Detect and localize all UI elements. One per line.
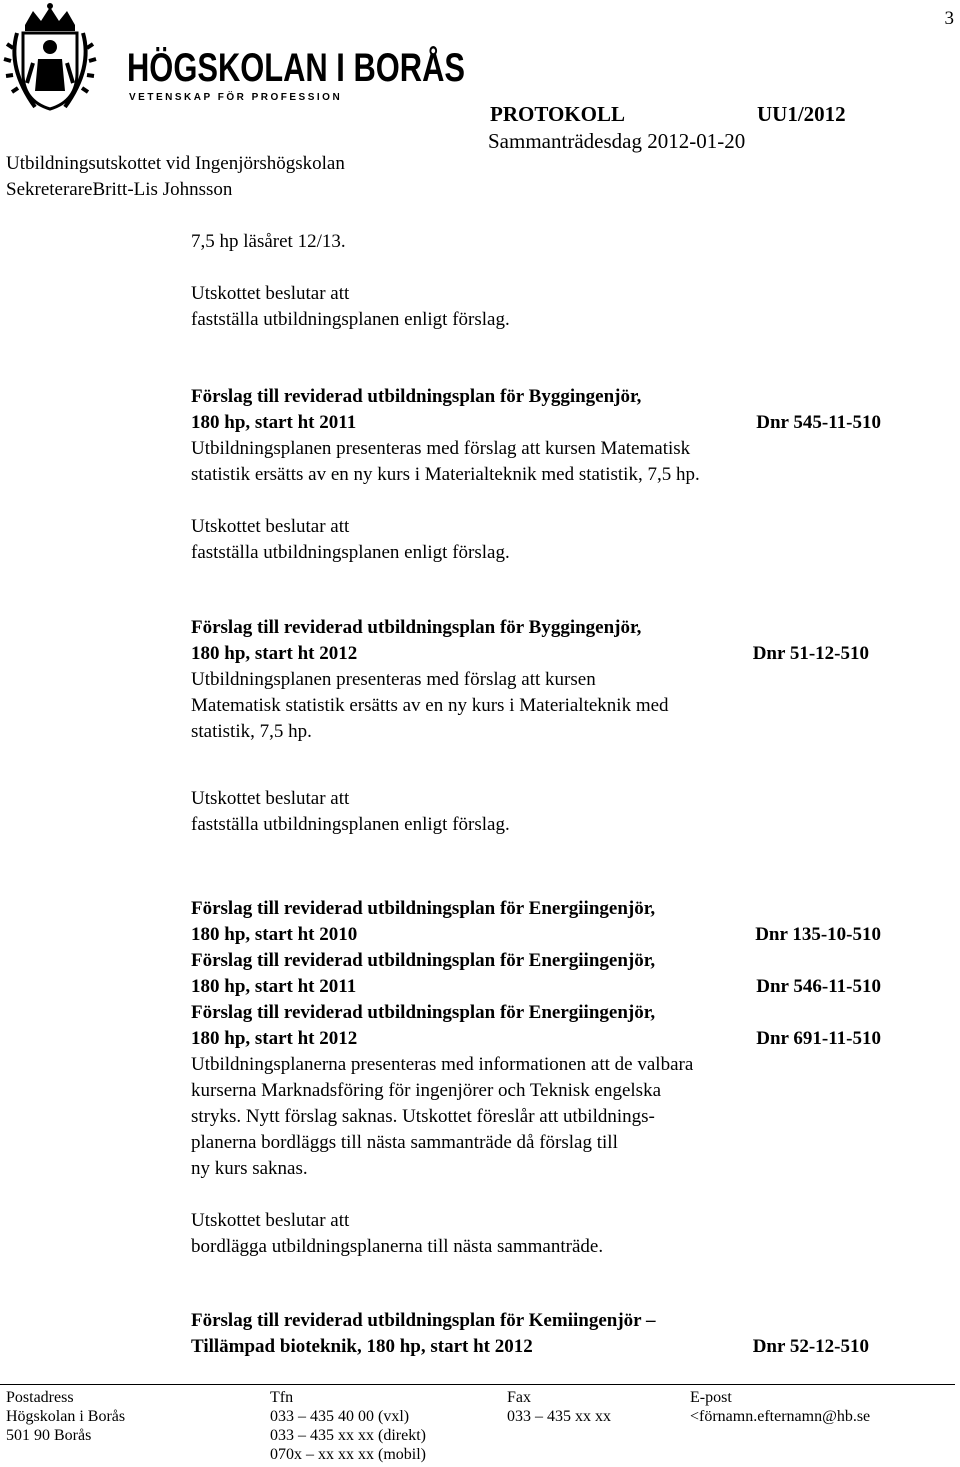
decision-lead: Utskottet beslutar att (191, 1210, 350, 1231)
body-line: Utbildningsplanerna presenteras med informationen att de valbara (191, 1054, 694, 1075)
footer-heading: E-post (690, 1389, 732, 1406)
footer-line: <förnamn.efternamn@hb.se (690, 1408, 871, 1425)
committee-name: Utbildningsutskottet vid Ingenjörshögskolan (6, 153, 345, 174)
section-title: Förslag till reviderad utbildningsplan för Byggingenjör, (191, 386, 642, 407)
decision-lead: Utskottet beslutar att (191, 283, 350, 304)
dnr: Dnr 545-11-510 (756, 412, 881, 433)
section-energi (191, 896, 881, 1260)
section-title: Förslag till reviderad utbildningsplan för Energiingenjör, (191, 1002, 656, 1023)
decision-text: fastställa utbildningsplanen enligt förslag. (191, 309, 510, 330)
dnr: Dnr 51-12-510 (752, 643, 869, 664)
doc-type: PROTOKOLL (490, 102, 625, 126)
footer-line: 033 – 435 xx xx (direkt) (270, 1427, 426, 1444)
decision-lead: Utskottet beslutar att (191, 788, 350, 809)
body-line: ny kurs saknas. (191, 1158, 308, 1179)
section-subtitle: 180 hp, start ht 2011 (191, 412, 357, 433)
logo-tagline: VETENSKAP FÖR PROFESSION (129, 92, 343, 103)
dnr: Dnr 135-10-510 (755, 924, 881, 945)
crest-icon (4, 3, 96, 109)
section-subtitle: 180 hp, start ht 2011 (191, 976, 357, 997)
section-subtitle: 180 hp, start ht 2012 (191, 1028, 358, 1049)
decision-text: fastställa utbildningsplanen enligt förslag. (191, 542, 510, 563)
footer-line: 033 – 435 40 00 (vxl) (270, 1408, 410, 1425)
section-subtitle: 180 hp, start ht 2010 (191, 924, 358, 945)
secretary-name: SekreterareBritt-Lis Johnsson (6, 179, 233, 200)
body-line: Matematisk statistik ersätts av en ny kurs i Materialteknik med (191, 695, 669, 716)
body-line: statistik, 7,5 hp. (191, 721, 312, 742)
logo-name: HÖGSKOLAN I BORÅS (127, 46, 565, 90)
section-kemi (191, 1308, 869, 1360)
page-number: 3 (944, 8, 954, 29)
footer-phone (270, 1388, 426, 1464)
body-line: stryks. Nytt förslag saknas. Utskottet föreslår att utbildnings- (191, 1106, 655, 1127)
section-subtitle: Tillämpad bioteknik, 180 hp, start ht 2012 (191, 1336, 533, 1357)
footer-email (690, 1388, 870, 1426)
section-title: Förslag till reviderad utbildningsplan för Energiingenjör, (191, 898, 656, 919)
footer-postal (6, 1388, 125, 1445)
body-line: kurserna Marknadsföring för ingenjörer och Teknisk engelska (191, 1080, 662, 1101)
body-line: planerna bordläggs till nästa sammanträde då förslag till (191, 1132, 618, 1153)
university-logo (5, 3, 565, 113)
body-line: Utbildningsplanen presenteras med förslag att kursen Matematisk (191, 438, 691, 459)
footer-line: 033 – 435 xx xx (507, 1408, 611, 1425)
footer-divider (0, 1384, 955, 1385)
dnr: Dnr 546-11-510 (756, 976, 881, 997)
section-subtitle: 180 hp, start ht 2012 (191, 643, 358, 664)
section-title: Förslag till reviderad utbildningsplan för Byggingenjör, (191, 617, 642, 638)
footer-fax (507, 1388, 611, 1426)
section-bygg-2011 (191, 384, 881, 566)
footer-heading: Fax (507, 1389, 531, 1406)
decision-text: bordlägga utbildningsplanerna till nästa sammanträde. (191, 1236, 604, 1257)
footer-heading: Postadress (6, 1389, 74, 1406)
section-title: Förslag till reviderad utbildningsplan för Energiingenjör, (191, 950, 656, 971)
dnr: Dnr 691-11-510 (756, 1028, 881, 1049)
dnr: Dnr 52-12-510 (752, 1336, 869, 1357)
doc-id: UU1/2012 (757, 102, 846, 126)
section-bygg-2012 (191, 615, 869, 838)
decision-text: fastställa utbildningsplanen enligt förslag. (191, 814, 510, 835)
footer-heading: Tfn (270, 1389, 294, 1406)
decision-lead: Utskottet beslutar att (191, 516, 350, 537)
intro-section (191, 229, 881, 333)
intro-text: 7,5 hp läsåret 12/13. (191, 231, 346, 252)
meeting-date: Sammanträdesdag 2012-01-20 (488, 129, 746, 153)
body-line: Utbildningsplanen presenteras med förslag att kursen (191, 669, 596, 690)
footer-line: 070x – xx xx xx (mobil) (270, 1446, 426, 1463)
body-line: statistik ersätts av en ny kurs i Materialteknik med statistik, 7,5 hp. (191, 464, 700, 485)
section-title: Förslag till reviderad utbildningsplan för Kemiingenjör – (191, 1310, 656, 1331)
footer-line: 501 90 Borås (6, 1427, 92, 1444)
footer-line: Högskolan i Borås (6, 1408, 126, 1425)
